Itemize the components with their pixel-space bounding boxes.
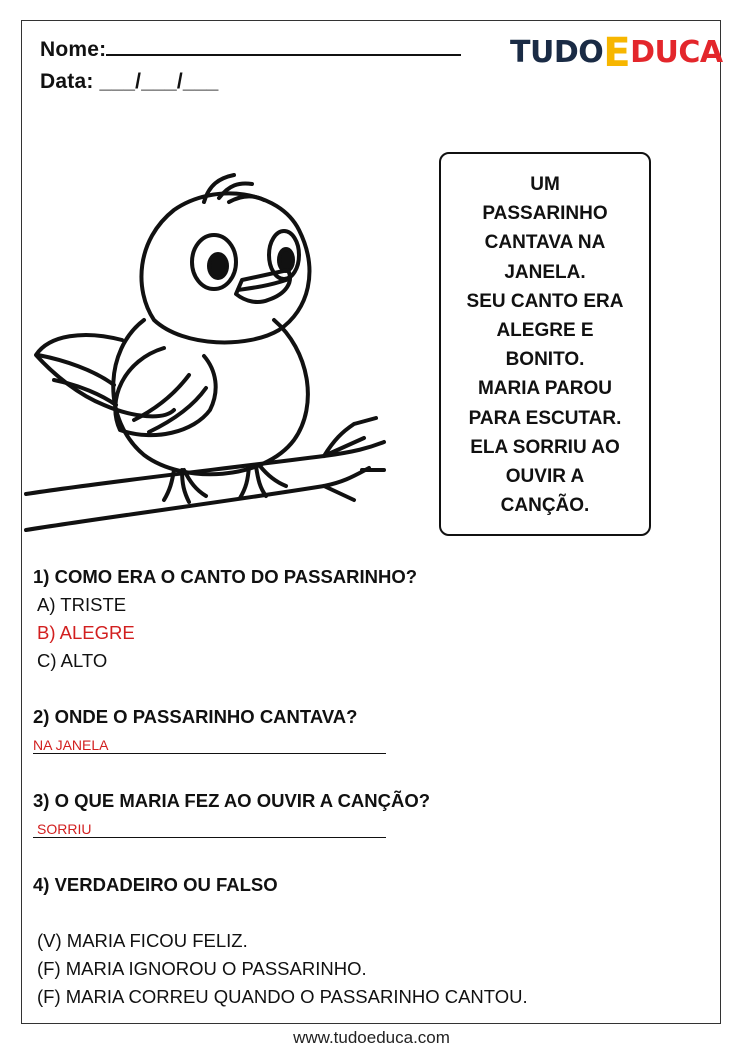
name-label: Nome: bbox=[40, 38, 107, 61]
story-box bbox=[439, 152, 651, 536]
q4-item: (V) MARIA FICOU FELIZ. bbox=[37, 930, 248, 951]
q4-item: (F) MARIA IGNOROU O PASSARINHO. bbox=[37, 958, 367, 979]
q4-item: (F) MARIA CORREU QUANDO O PASSARINHO CANTOU. bbox=[37, 986, 528, 1007]
question-4: 4) VERDADEIRO OU FALSO bbox=[33, 874, 278, 895]
footer-url: www.tudoeduca.com bbox=[293, 1028, 450, 1047]
question-3: 3) O QUE MARIA FEZ AO OUVIR A CANÇÃO? bbox=[33, 790, 431, 811]
date-field: Data: ___/___/___ bbox=[40, 70, 219, 93]
logo-text-e: E bbox=[603, 30, 631, 76]
q2-answer-line bbox=[33, 735, 386, 754]
question-1: 1) COMO ERA O CANTO DO PASSARINHO? bbox=[33, 566, 418, 587]
q1-option-c: C) ALTO bbox=[37, 650, 108, 671]
q2-answer: NA JANELA bbox=[33, 737, 109, 753]
bird-illustration bbox=[24, 170, 424, 540]
name-field bbox=[40, 36, 461, 62]
tudoeduca-logo bbox=[510, 26, 723, 76]
name-line bbox=[106, 36, 461, 56]
q3-answer-line bbox=[33, 819, 386, 838]
logo-text-duca: DUCA bbox=[630, 35, 723, 70]
q3-answer: SORRIU bbox=[37, 821, 92, 837]
logo-text-tudo: TUDO bbox=[510, 35, 604, 70]
question-2: 2) ONDE O PASSARINHO CANTAVA? bbox=[33, 706, 358, 727]
story-text: UM PASSARINHO CANTAVA NA JANELA. SEU CANTO ERA ALEGRE E BONITO. MARIA PAROU PARA ESCUTAR. ELA SORRIU AO OUVIR A CANÇÃO. bbox=[466, 174, 624, 517]
q1-option-b-selected: B) ALEGRE bbox=[37, 622, 135, 643]
q1-option-a: A) TRISTE bbox=[37, 594, 127, 615]
